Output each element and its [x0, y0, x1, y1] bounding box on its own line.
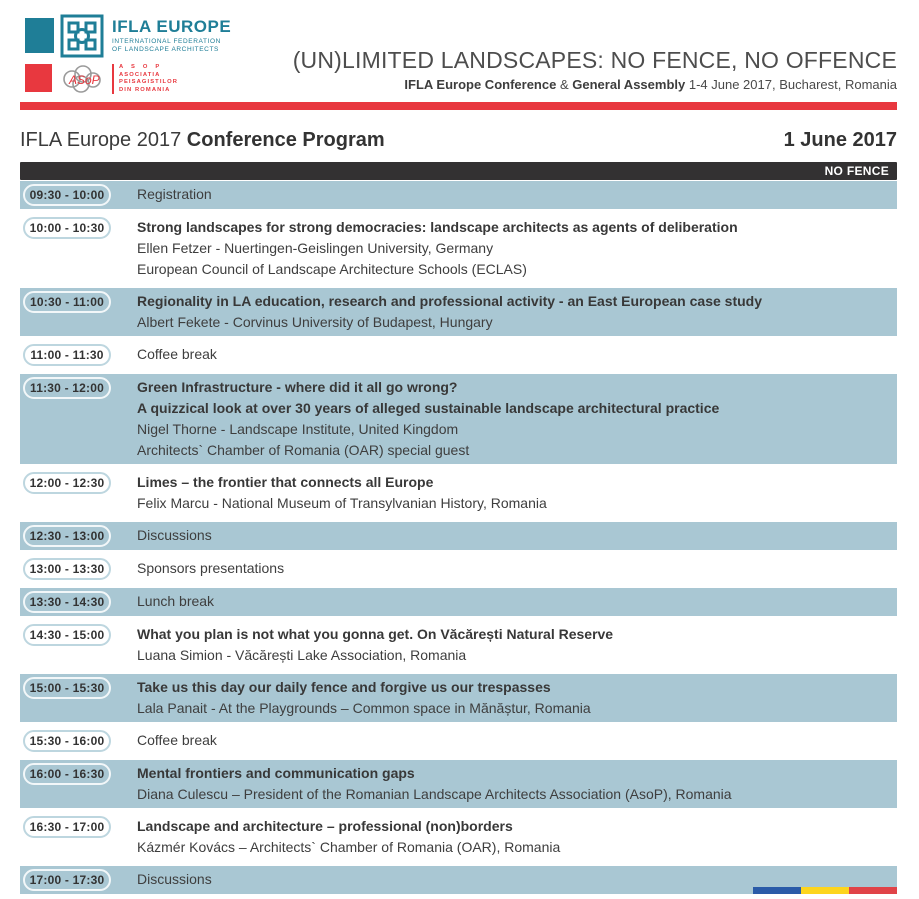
schedule-row	[20, 214, 897, 283]
session-content	[137, 869, 220, 890]
asop-letters: A S O P	[119, 64, 163, 70]
session-content	[137, 377, 727, 461]
schedule-row	[20, 181, 897, 209]
time-pill: 13:00 - 13:30	[23, 558, 111, 580]
schedule-row	[20, 374, 897, 464]
schedule-row	[20, 621, 897, 669]
subtitle-conference: IFLA Europe Conference	[404, 77, 557, 92]
red-divider-rule	[20, 102, 897, 110]
asop-line1: ASOCIATIA	[119, 71, 161, 78]
program-title-bold: Conference Program	[186, 129, 385, 151]
red-square	[25, 64, 52, 92]
program-date: 1 June 2017	[783, 129, 897, 151]
conference-title-block	[293, 47, 897, 95]
subtitle-dates-location: 1-4 June 2017, Bucharest, Romania	[688, 77, 897, 92]
time-pill: 14:30 - 15:00	[23, 624, 111, 646]
schedule-row	[20, 555, 897, 583]
time-pill: 15:30 - 16:00	[23, 730, 111, 752]
session-title: What you plan is not what you gonna get. On Văcărești Natural Reserve	[137, 626, 614, 642]
schedule-row	[20, 288, 897, 336]
session-title: Take us this day our daily fence and forgive us our trespasses	[137, 679, 551, 695]
session-title: Mental frontiers and communication gaps	[137, 765, 415, 781]
header	[20, 14, 897, 95]
time-pill: 12:30 - 13:00	[23, 525, 111, 547]
session-detail: Luana Simion - Văcărești Lake Association, Romania	[137, 647, 467, 663]
subtitle-ampersand: &	[559, 77, 569, 92]
session-title: Strong landscapes for strong democracies: landscape architects as agents of deliberation	[137, 219, 738, 235]
session-content	[137, 677, 599, 719]
time-pill: 11:00 - 11:30	[23, 344, 111, 366]
time-pill: 10:30 - 11:00	[23, 291, 111, 313]
schedule-row	[20, 866, 897, 894]
session-detail: Albert Fekete - Corvinus University of Budapest, Hungary	[137, 314, 493, 330]
schedule-row	[20, 727, 897, 755]
time-pill: 16:00 - 16:30	[23, 763, 111, 785]
session-detail: Felix Marcu - National Museum of Transylvanian History, Romania	[137, 495, 547, 511]
session-detail: Lala Panait - At the Playgrounds – Common space in Mănăștur, Romania	[137, 700, 591, 716]
session-detail: Coffee break	[137, 732, 217, 748]
time-pill: 11:30 - 12:00	[23, 377, 111, 399]
teal-square	[25, 18, 54, 53]
session-content	[137, 591, 222, 612]
ifla-subtitle-line2: OF LANDSCAPE ARCHITECTS	[112, 46, 219, 53]
time-pill: 15:00 - 15:30	[23, 677, 111, 699]
time-pill: 13:30 - 14:30	[23, 591, 111, 613]
session-content	[137, 525, 220, 546]
session-detail: Architects` Chamber of Romania (OAR) special guest	[137, 442, 470, 458]
schedule-table	[20, 181, 897, 894]
session-content	[137, 184, 220, 205]
ifla-emblem-icon	[60, 14, 104, 58]
conference-subtitle	[293, 77, 897, 92]
program-title-regular: IFLA Europe 2017	[20, 129, 182, 151]
session-detail: Diana Culescu – President of the Romanian Landscape Architects Association (AsoP), Romania	[137, 786, 732, 802]
session-title: Green Infrastructure - where did it all go wrong?	[137, 379, 458, 395]
svg-text:ASoP: ASoP	[69, 73, 100, 87]
session-detail: Lunch break	[137, 593, 215, 609]
time-pill: 10:00 - 10:30	[23, 217, 111, 239]
session-detail: Coffee break	[137, 346, 217, 362]
session-content	[137, 217, 746, 280]
session-detail: Nigel Thorne - Landscape Institute, United Kingdom	[137, 421, 459, 437]
schedule-row	[20, 674, 897, 722]
ifla-subtitle-line1: INTERNATIONAL FEDERATION	[112, 38, 221, 45]
asop-logo	[20, 62, 231, 95]
track-bar	[20, 162, 897, 180]
session-content	[137, 624, 621, 666]
session-title: Landscape and architecture – professional (non)borders	[137, 818, 513, 834]
time-pill: 12:00 - 12:30	[23, 472, 111, 494]
time-pill: 16:30 - 17:00	[23, 816, 111, 838]
flag-segment	[753, 887, 801, 894]
asop-line3: DIN ROMANIA	[119, 86, 171, 93]
asop-divider	[112, 64, 114, 94]
asop-line2: PEISAGISTILOR	[119, 79, 179, 85]
session-content	[137, 472, 555, 514]
session-content	[137, 816, 568, 858]
schedule-row	[20, 522, 897, 550]
time-pill: 09:30 - 10:00	[23, 184, 111, 206]
session-detail: Sponsors presentations	[137, 560, 285, 576]
subtitle-assembly: General Assembly	[572, 77, 686, 92]
schedule-row	[20, 588, 897, 616]
asop-cloud-icon	[60, 63, 106, 95]
schedule-row	[20, 760, 897, 808]
session-detail: Registration	[137, 186, 212, 202]
ifla-logo-text	[112, 14, 231, 53]
asop-logo-text	[119, 62, 178, 94]
logo-block	[20, 14, 231, 95]
session-title: Limes – the frontier that connects all Europe	[137, 474, 434, 490]
time-pill: 17:00 - 17:30	[23, 869, 111, 891]
romanian-flag-strip	[753, 887, 897, 894]
program-heading-row	[20, 129, 897, 152]
ifla-europe-logo	[20, 14, 231, 58]
flag-segment	[801, 887, 849, 894]
session-detail: European Council of Landscape Architecture Schools (ECLAS)	[137, 261, 527, 277]
session-detail: Discussions	[137, 871, 212, 887]
session-title: A quizzical look at over 30 years of alleged sustainable landscape architectural practice	[137, 400, 720, 416]
session-detail: Discussions	[137, 527, 212, 543]
session-detail: Kázmér Kovács – Architects` Chamber of Romania (OAR), Romania	[137, 839, 561, 855]
track-label: NO FENCE	[824, 164, 889, 178]
conference-title: (UN)LIMITED LANDSCAPES: NO FENCE, NO OFFENCE	[292, 47, 897, 73]
schedule-row	[20, 813, 897, 861]
schedule-row	[20, 341, 897, 369]
program-title	[20, 129, 385, 152]
flag-segment	[849, 887, 897, 894]
session-content	[137, 730, 225, 751]
session-content	[137, 763, 740, 805]
session-content	[137, 291, 770, 333]
session-content	[137, 344, 225, 365]
schedule-row	[20, 469, 897, 517]
session-content	[137, 558, 292, 579]
session-title: Regionality in LA education, research and professional activity - an East European case study	[137, 293, 762, 309]
session-detail: Ellen Fetzer - Nuertingen-Geislingen University, Germany	[137, 240, 494, 256]
ifla-name: IFLA EUROPE	[112, 17, 232, 36]
